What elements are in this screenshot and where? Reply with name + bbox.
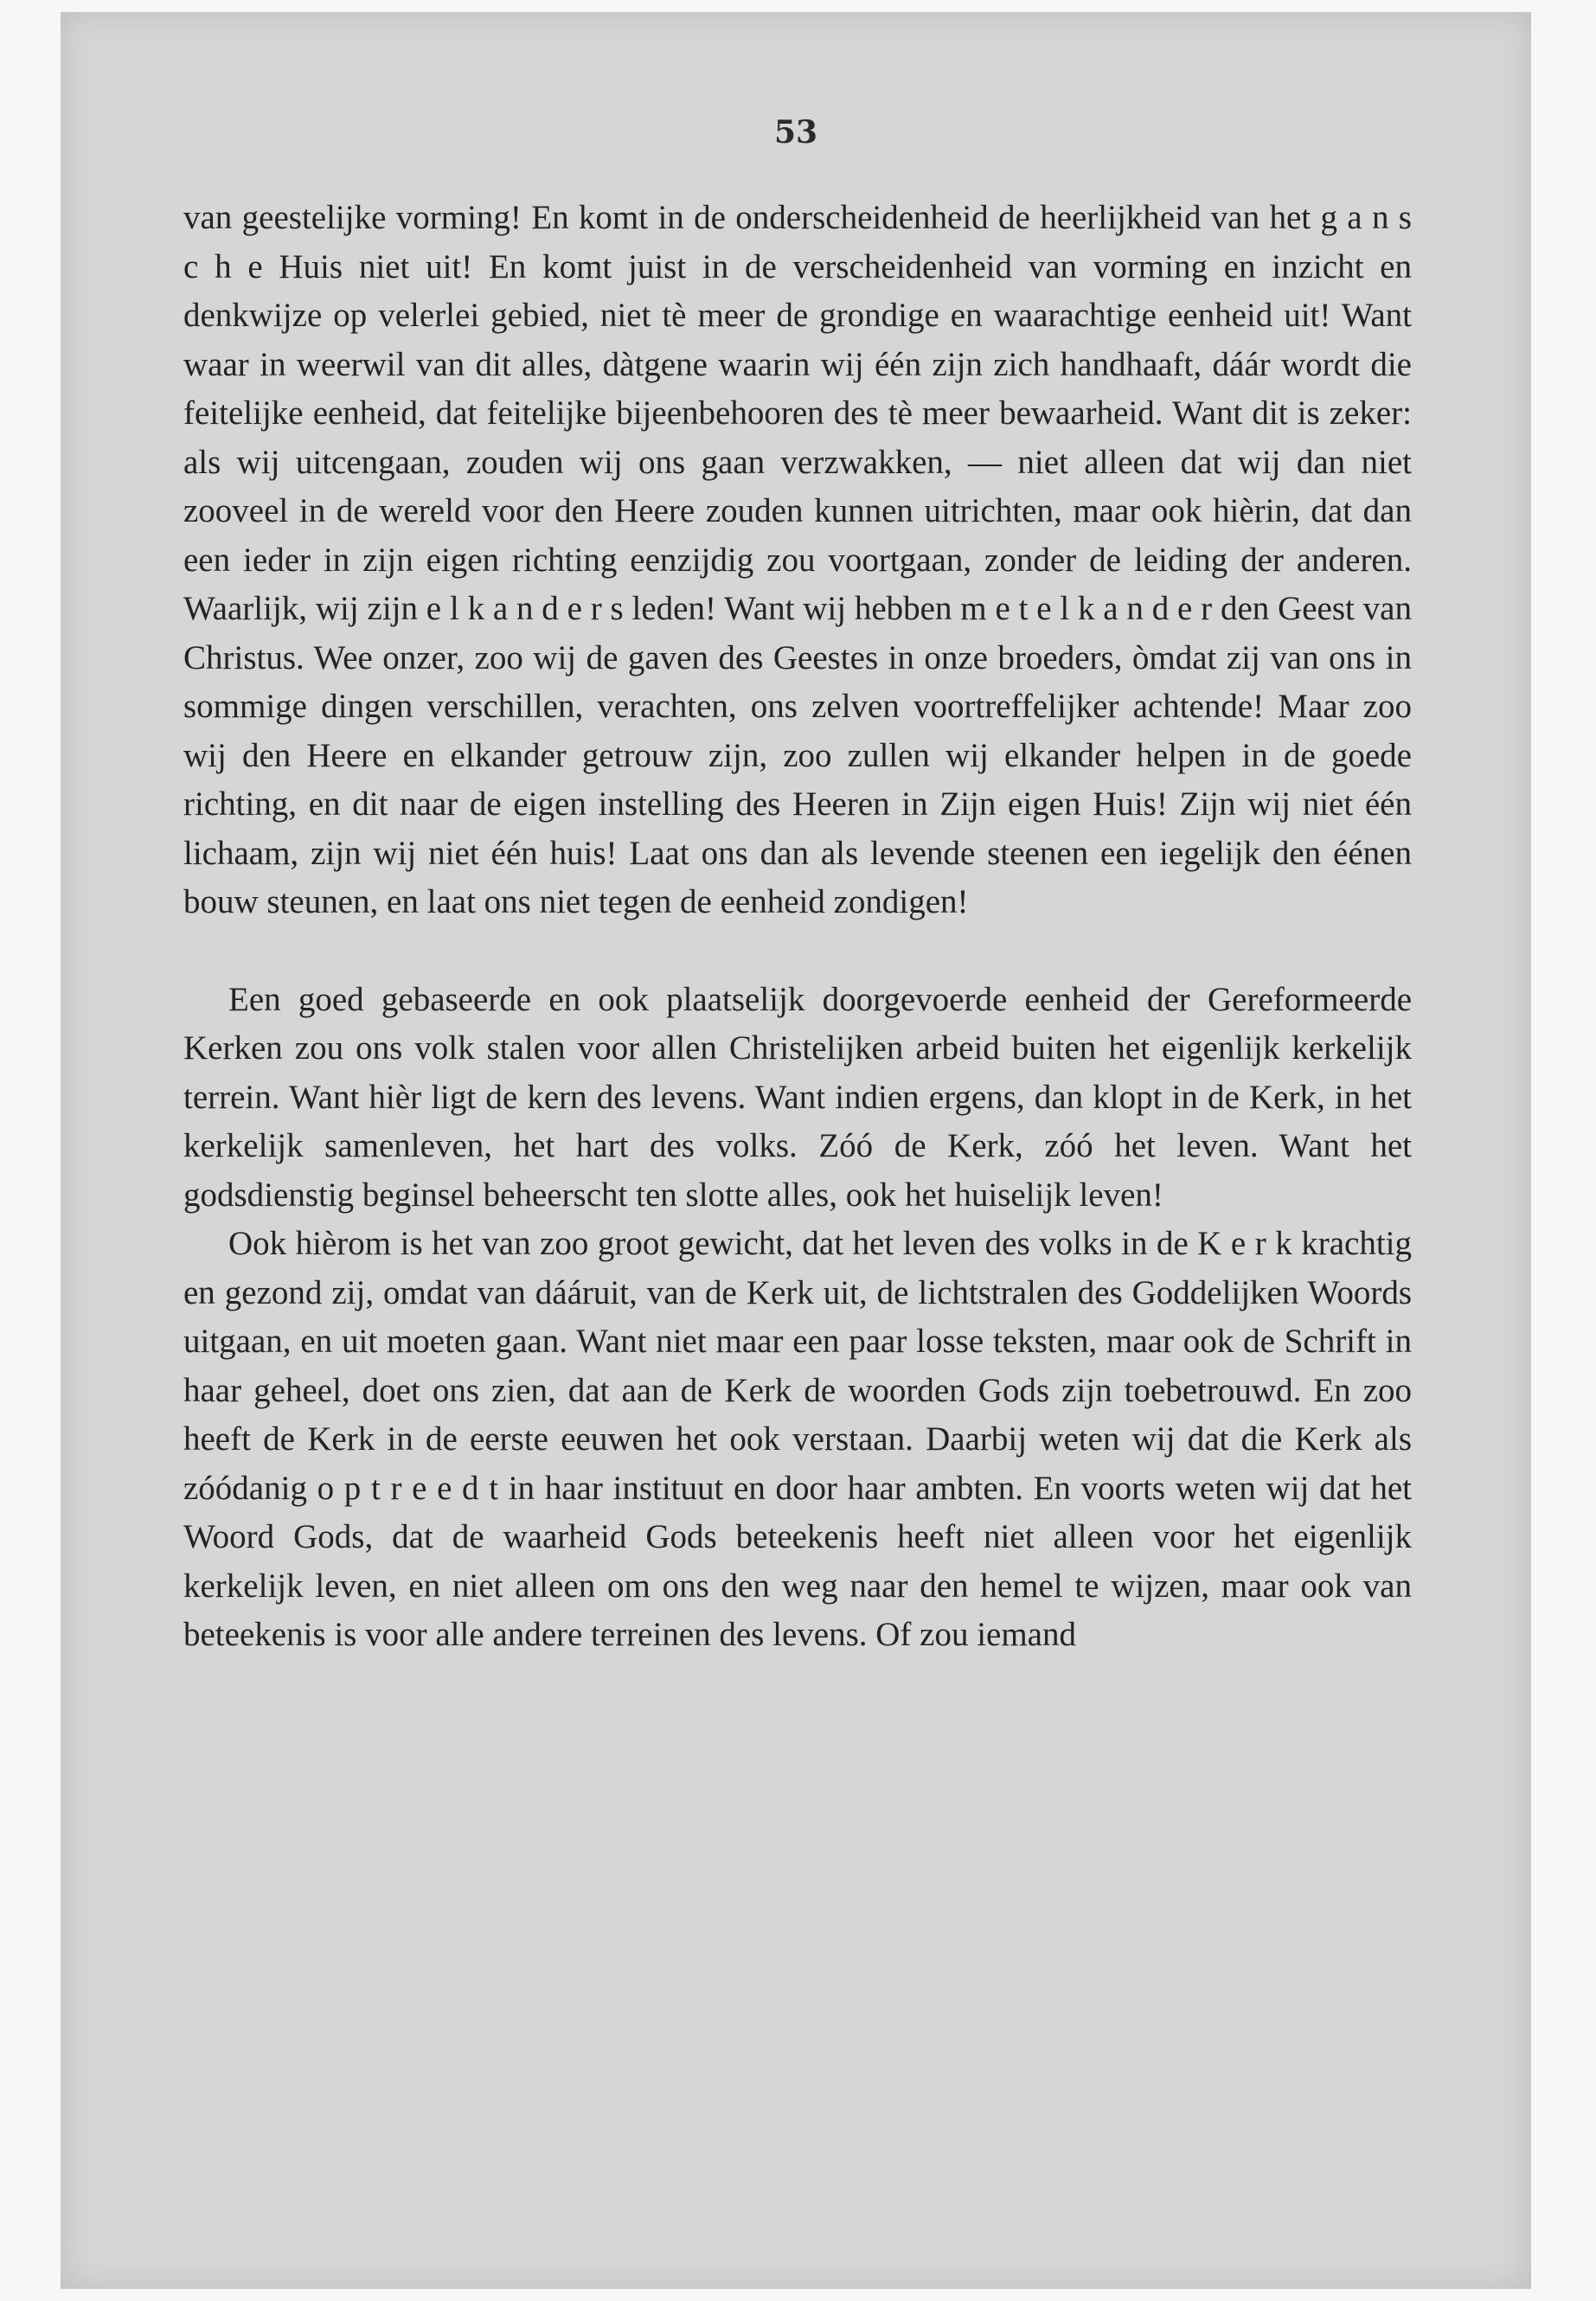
paragraph-church: Ook hièrom is het van zoo groot gewicht, dat het leven des volks in de K e r k krachtig en gezond zij, omdat van dááruit, van de Kerk uit, de lichtstralen des Goddelijken Woords uitgaan, en uit moeten gaan. Want niet maar een paar losse teksten, maar ook de Schrift in haar geheel, doet ons zien, dat aan de Kerk de woorden Gods zijn toebetrouwd. En zoo heeft de Kerk in de eerste eeuwen het ook verstaan. Daarbij weten wij dat die Kerk als zóódanig o p t r e e d t in haar instituut en door haar ambten. En voorts weten wij dat het Woord Gods, dat de waarheid Gods beteekenis heeft niet alleen voor het eigenlijk kerkelijk leven, en niet alleen om ons den weg naar den hemel te wijzen, maar ook van beteekenis is voor alle andere terreinen des levens. Of zou iemand <box>183 1225 1412 1653</box>
page-number: 53 <box>773 114 818 151</box>
paragraph-continuation: van geestelijke vorming! En komt in de onderscheidenheid de heerlijkheid van het g a n s c h e Huis niet uit! En komt juist in de verscheidenheid van vorming en inzicht en denkwijze op velerlei gebied, niet tè meer de grondige en waarachtige eenheid uit! Want waar in weerwil van dit alles, dàtgene waarin wij één zijn zich handhaaft, dáár wordt die feitelijke eenheid, dat feitelijke bijeenbehooren des tè meer bewaarheid. Want dit is zeker: als wij uitcengaan, zouden wij ons gaan verzwakken, — niet alleen dat wij dan niet zooveel in de wereld voor den Heere zouden kunnen uitrichten, maar ook hièrin, dat dan een ieder in zijn eigen richting eenzijdig zou voortgaan, zonder de leiding der anderen. Waarlijk, wij zijn e l k a n d e r s leden! Want wij hebben m e t e l k a n d e r den Geest van Christus. Wee onzer, zoo wij de gaven des Geestes in onze broeders, òmdat zij van ons in sommige dingen verschillen, verachten, ons zelven voortreffelijker achtende! Maar zoo wij den Heere en elkander getrouw zijn, zoo zullen wij elkander helpen in de goede richting, en dit naar de eigen instelling des Heeren in Zijn eigen Huis! Zijn wij niet één lichaam, zijn wij niet één huis! Laat ons dan als levende steenen een iegelijk den éénen bouw steunen, en laat ons niet tegen de eenheid zondigen! <box>183 199 1412 920</box>
scanned-page <box>61 12 1531 2289</box>
paragraph-unity: Een goed gebaseerde en ook plaatselijk doorgevoerde eenheid der Gereformeerde Kerken zou ons volk stalen voor allen Christelijken arbeid buiten het eigenlijk kerkelijk terrein. Want hièr ligt de kern des levens. Want indien ergens, dan klopt in de Kerk, in het kerkelijk samenleven, het hart des volks. Zóó de Kerk, zóó het leven. Want het godsdienstig beginsel beheerscht ten slotte alles, ook het huiselijk leven! <box>183 980 1412 1214</box>
body-text <box>183 194 1412 1660</box>
